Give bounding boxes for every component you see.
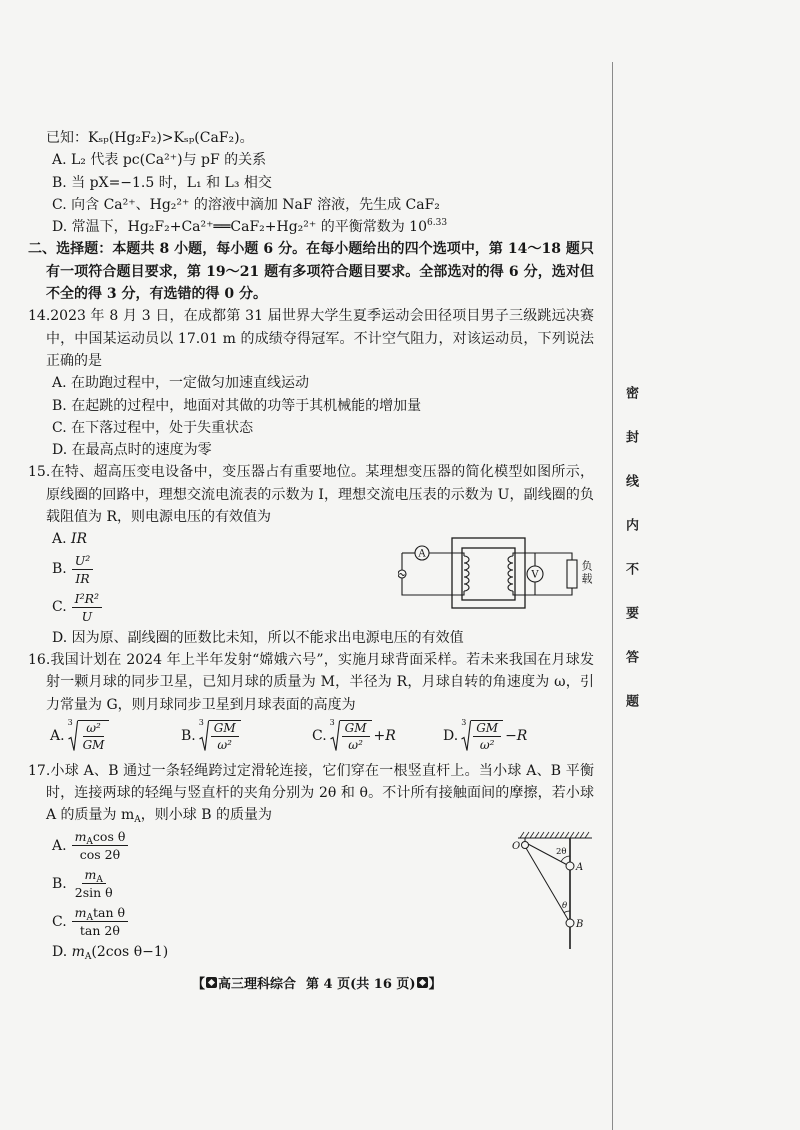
cube-root <box>198 717 241 752</box>
fraction <box>72 867 116 900</box>
pulley-icon <box>522 841 529 848</box>
numerator: GM <box>473 721 501 737</box>
denominator: U <box>81 609 93 625</box>
numerator: U² <box>72 553 94 570</box>
fraction <box>72 591 102 624</box>
transformer-circuit-svg <box>398 536 578 610</box>
question-16 <box>28 649 594 756</box>
fraction <box>72 553 94 586</box>
numerator: ω² <box>83 721 104 737</box>
fraction <box>80 721 108 752</box>
ammeter-label: A <box>418 548 426 560</box>
fraction <box>211 721 239 752</box>
ball-b-label: B <box>576 918 584 930</box>
mass-subscript: A <box>96 875 103 886</box>
primary-wire <box>429 553 464 556</box>
root-index: 3 <box>329 717 335 727</box>
angle-arc-b <box>564 911 570 913</box>
numerator: I²R² <box>72 591 102 608</box>
fraction <box>72 829 129 862</box>
pulley-label: O <box>512 840 521 852</box>
section-heading: 二、选择题：本题共 8 小题，每小题 6 分。在每小题给出的四个选项中，第 14～18 题只有一项符合题目要求，第 19～21 题有多项符合题目要求。全部选对的得 6 分，选对但不全的得 3 分，有选错的得 0 分。 <box>28 241 594 303</box>
primary-wire <box>402 578 464 595</box>
root-index: 3 <box>198 717 204 727</box>
question-number: 17. <box>28 762 51 779</box>
equilibrium-exponent: 6.33 <box>427 218 448 229</box>
question-14 <box>28 305 594 461</box>
mass-symbol: m <box>74 905 87 921</box>
option-label: B. <box>52 561 67 578</box>
footer-title: 高三理科综合 <box>218 977 297 992</box>
option-c: C. 向含 Ca²⁺、Hg₂²⁺ 的溶液中滴加 NaF 溶液，先生成 CaF₂ <box>52 196 440 213</box>
given-condition: 已知：Kₛₚ(Hg₂F₂)>Kₛₚ(CaF₂)。 <box>46 130 254 146</box>
cube-root <box>461 717 503 752</box>
denominator: ω² <box>348 737 363 752</box>
ball-a <box>566 862 574 870</box>
question-text-end: ，则小球 B 的质量为 <box>140 807 272 824</box>
option-a <box>50 717 181 752</box>
page-footer <box>192 973 442 992</box>
denominator: tan 2θ <box>79 923 120 939</box>
option-d: D. 因为原、副线圈的匝数比未知，所以不能求出电源电压的有效值 <box>52 629 464 646</box>
ball-a-label: A <box>576 861 584 873</box>
binding-margin-line <box>612 62 613 1130</box>
question-number: 15. <box>28 464 51 481</box>
denominator: IR <box>75 571 90 587</box>
question-stem <box>28 461 594 528</box>
option-label: D. <box>52 943 68 960</box>
question-stem <box>28 649 594 716</box>
option-d: D. 在最高点时的速度为零 <box>52 442 212 459</box>
numerator <box>82 867 106 884</box>
option-label: B. <box>181 727 196 744</box>
pulley-rod-diagram <box>510 831 594 951</box>
transformer-circuit-diagram <box>398 536 594 610</box>
option-d <box>443 717 574 752</box>
mass-symbol: m <box>74 829 87 845</box>
denominator: 2sin θ <box>74 885 113 901</box>
option-label: C. <box>312 727 327 744</box>
radicand <box>78 720 110 752</box>
option-a: A. 在助跑过程中，一定做匀加速直线运动 <box>52 375 310 392</box>
load-resistor <box>567 560 577 588</box>
radicand <box>209 720 241 752</box>
primary-coil <box>464 556 469 591</box>
question-number: 16. <box>28 651 51 668</box>
mass-subscript: A <box>84 951 92 962</box>
mass-symbol: m <box>71 943 85 960</box>
angle-label-bottom: θ <box>562 900 568 911</box>
secondary-wire <box>513 588 572 595</box>
option-b <box>181 717 312 752</box>
question-17 <box>28 760 594 963</box>
ac-wave-icon <box>400 574 405 576</box>
option-expression: IR <box>71 531 88 548</box>
numerator: GM <box>211 721 239 737</box>
cube-root <box>67 717 110 752</box>
seal-line-notice: 密封线内不要答题 <box>623 386 638 738</box>
numerator <box>72 905 128 922</box>
mass-subscript: A <box>86 913 94 924</box>
fraction <box>473 721 501 752</box>
option-c <box>312 717 443 752</box>
option-b: B. 当 pX=−1.5 时，L₁ 和 L₃ 相交 <box>52 174 272 191</box>
load-label: 负载 <box>580 560 593 587</box>
option-label: A. <box>52 837 67 854</box>
exam-logo-icon <box>417 977 428 988</box>
core-inner <box>462 548 515 600</box>
option-c: C. 在下落过程中，处于失重状态 <box>52 419 254 436</box>
question-text: 在特、超高压变电设备中，变压器占有重要地位。某理想变压器的简化模型如图所示，原线圈的回路中，理想交流电流表的示数为 I，理想交流电压表的示数为 U，副线圈的负载阻值为 R，则电源电压的有效值为 <box>46 464 594 526</box>
question-stem <box>28 305 594 372</box>
question-text: 2023 年 8 月 3 日，在成都第 31 届世界大学生夏季运动会田径项目男子三级跳远决赛中，中国某运动员以 17.01 m 的成绩夺得冠军。不计空气阻力，对该运动员，下列说法正确的是 <box>46 308 594 369</box>
root-index: 3 <box>67 717 73 727</box>
option-d <box>28 216 594 238</box>
question-15 <box>28 461 594 648</box>
angle-label-top: 2θ <box>556 846 567 857</box>
option-expression: (2cos θ−1) <box>91 943 169 960</box>
denominator: GM <box>82 737 105 752</box>
option-d-text: D. 常温下，Hg₂F₂+Ca²⁺══CaF₂+Hg₂²⁺ 的平衡常数为 10 <box>52 219 427 236</box>
root-index: 3 <box>461 717 467 727</box>
option-a: A. L₂ 代表 pc(Ca²⁺)与 pF 的关系 <box>52 152 267 169</box>
denominator: cos 2θ <box>79 847 121 863</box>
question-number: 14. <box>28 308 51 325</box>
option-label: C. <box>52 913 67 930</box>
question-text: 小球 A、B 通过一条轻绳跨过定滑轮连接，它们穿在一根竖直杆上。当小球 A、B 平衡时，连接两球的轻绳与竖直杆的夹角分别为 2θ 和 θ。不计所有接触面间的摩擦，若小球 A 的质量为 m <box>46 762 594 824</box>
radicand <box>471 720 503 752</box>
exam-logo-icon <box>206 977 217 988</box>
options-row <box>28 716 594 756</box>
radicand <box>340 720 372 752</box>
numerator <box>72 829 129 846</box>
page-content <box>28 127 594 963</box>
footer-page-number: 第 4 页(共 16 页) <box>306 977 416 992</box>
denominator: ω² <box>217 737 232 752</box>
option-label: D. <box>443 727 459 744</box>
mass-subscript: A <box>134 815 141 826</box>
question-13-tail <box>28 127 594 238</box>
option-b: B. 在起跳的过程中，地面对其做的功等于其机械能的增加量 <box>52 397 422 414</box>
pulley-rod-svg <box>510 831 594 951</box>
fraction <box>72 905 128 938</box>
numerator-rest: cos θ <box>92 829 126 845</box>
footer-close-bracket: 】 <box>428 977 442 992</box>
voltmeter-label: V <box>531 569 539 581</box>
footer-open-bracket: 【 <box>192 977 206 992</box>
option-label: A. <box>52 531 67 548</box>
option-label: B. <box>52 875 67 892</box>
denominator: ω² <box>479 737 495 752</box>
question-text: 我国计划在 2024 年上半年发射“嫦娥六号”，实施月球背面采样。若未来我国在月球发射一颗月球的同步卫星，已知月球的质量为 M，半径为 R，月球自转的角速度为 ω，引力常量为 G，则月球同步卫星到月球表面的高度为 <box>46 651 594 713</box>
cube-root <box>329 717 372 752</box>
numerator-rest: tan θ <box>93 905 126 921</box>
mass-subscript: A <box>86 837 93 848</box>
ceiling-hatching <box>520 832 589 838</box>
ball-b <box>566 919 574 927</box>
secondary-wire <box>513 553 572 560</box>
secondary-coil <box>508 556 513 591</box>
option-suffix: +R <box>373 727 396 744</box>
option-suffix: −R <box>505 727 528 744</box>
numerator: GM <box>342 721 370 737</box>
option-label: C. <box>52 599 67 616</box>
question-stem <box>28 760 594 827</box>
fraction <box>342 721 370 752</box>
mass-symbol: m <box>84 867 97 883</box>
option-label: A. <box>50 727 65 744</box>
